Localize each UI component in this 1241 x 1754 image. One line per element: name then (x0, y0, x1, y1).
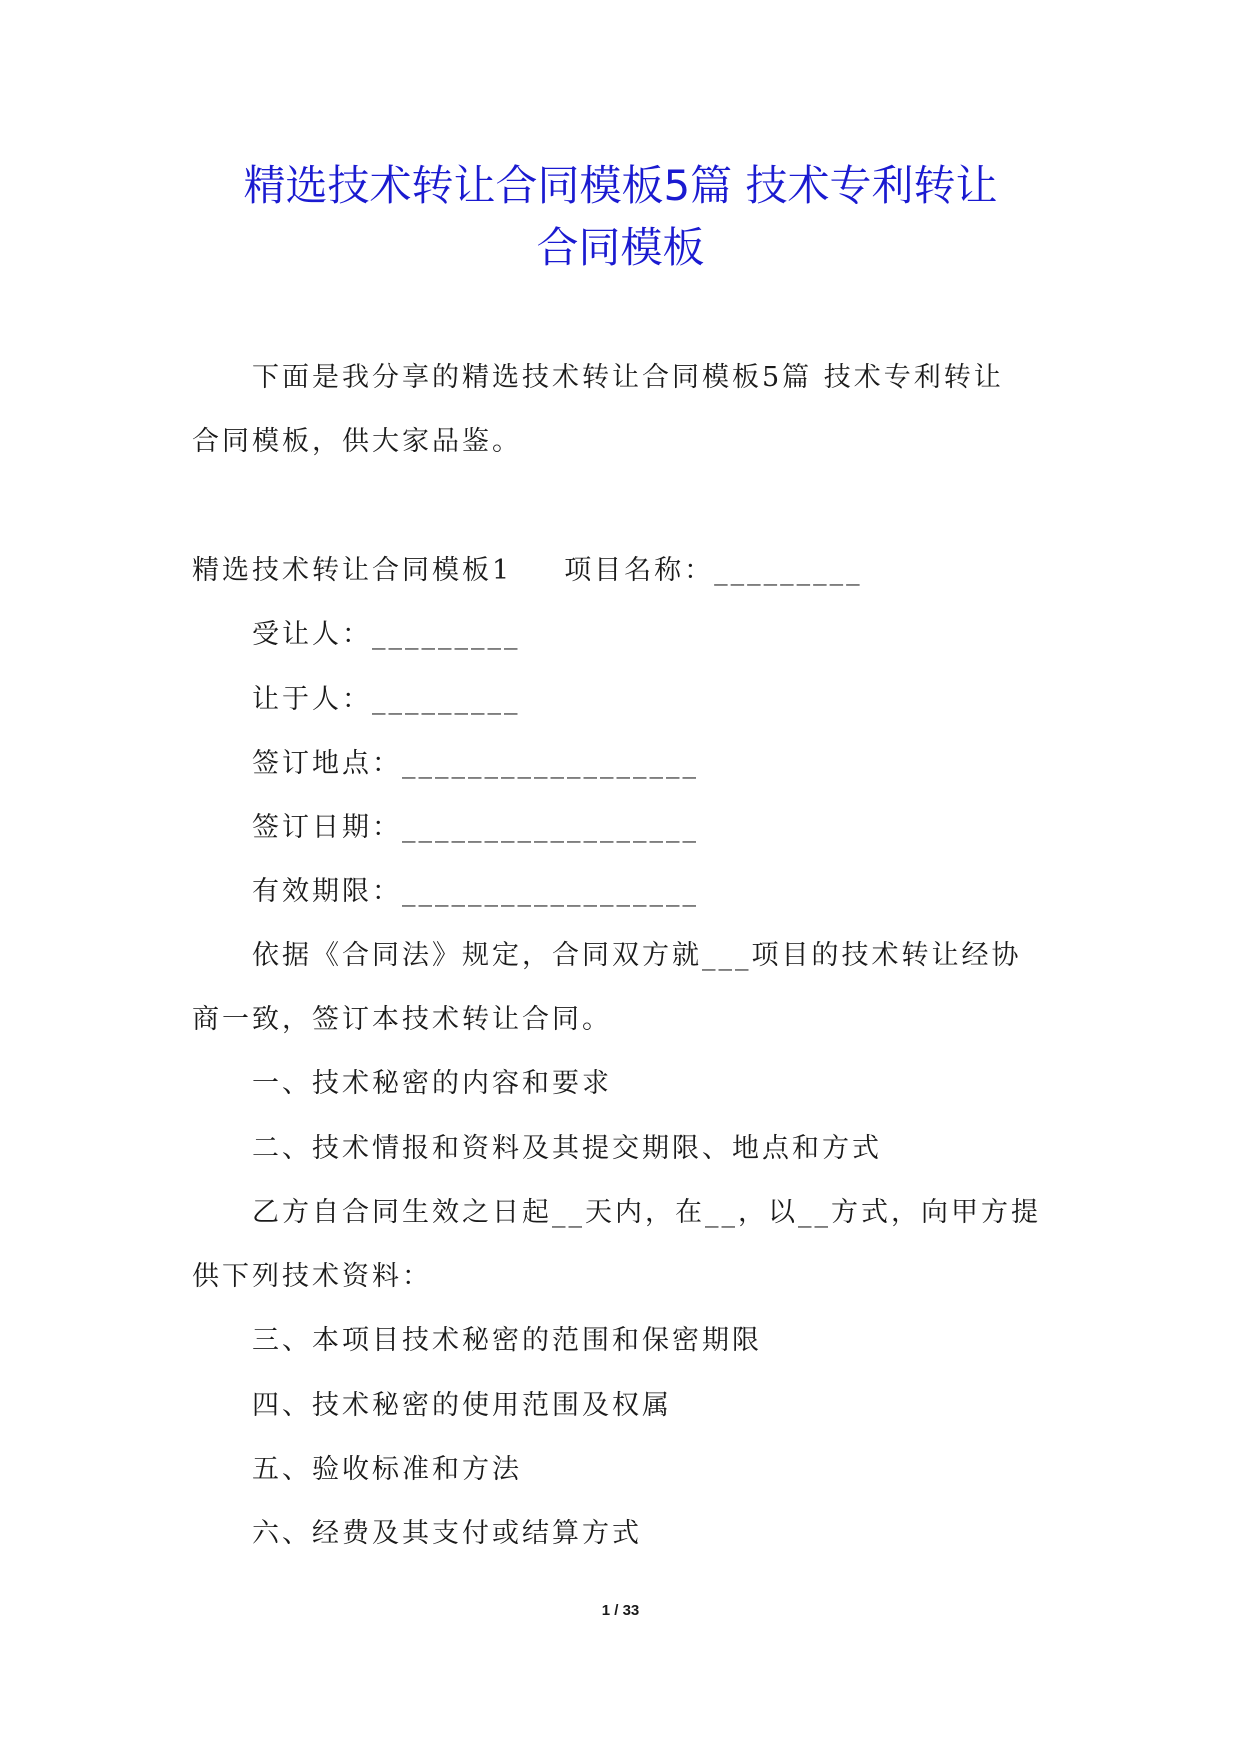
document-title-line-2: 合同模板 (536, 223, 705, 272)
clause-item-2: 二、技术情报和资料及其提交期限、地点和方式 (252, 1133, 882, 1164)
basis-line-1: 依据《合同法》规定，合同双方就___项目的技术转让经协 (252, 940, 1022, 971)
section-heading: 精选技术转让合同模板1 (192, 555, 513, 586)
page-number: 1 / 33 (601, 1602, 640, 1619)
sign-date-field: 签订日期：__________________ (252, 812, 699, 843)
party-b-line-1: 乙方自合同生效之日起__天内，在__，以__方式，向甲方提 (252, 1197, 1041, 1228)
assignee-field: 受让人：_________ (252, 619, 521, 650)
section-heading-row (192, 551, 863, 591)
document-title-line-1: 精选技术转让合同模板5篇 技术专利转让 (243, 161, 998, 210)
clause-item-4: 四、技术秘密的使用范围及权属 (252, 1390, 672, 1421)
assignor-field: 让于人：_________ (252, 684, 521, 715)
clause-item-6: 六、经费及其支付或结算方式 (252, 1518, 642, 1549)
basis-line-2: 商一致，签订本技术转让合同。 (192, 1004, 612, 1035)
valid-period-field: 有效期限：__________________ (252, 876, 699, 907)
clause-item-5: 五、验收标准和方法 (252, 1454, 522, 1485)
intro-line-1: 下面是我分享的精选技术转让合同模板5篇 技术专利转让 (252, 362, 1004, 393)
project-name-field: 项目名称：_________ (564, 555, 863, 586)
clause-item-1: 一、技术秘密的内容和要求 (252, 1068, 612, 1099)
sign-place-field: 签订地点：__________________ (252, 748, 699, 779)
clause-item-3: 三、本项目技术秘密的范围和保密期限 (252, 1325, 762, 1356)
party-b-line-2: 供下列技术资料： (192, 1261, 432, 1292)
intro-line-2: 合同模板，供大家品鉴。 (192, 426, 522, 457)
